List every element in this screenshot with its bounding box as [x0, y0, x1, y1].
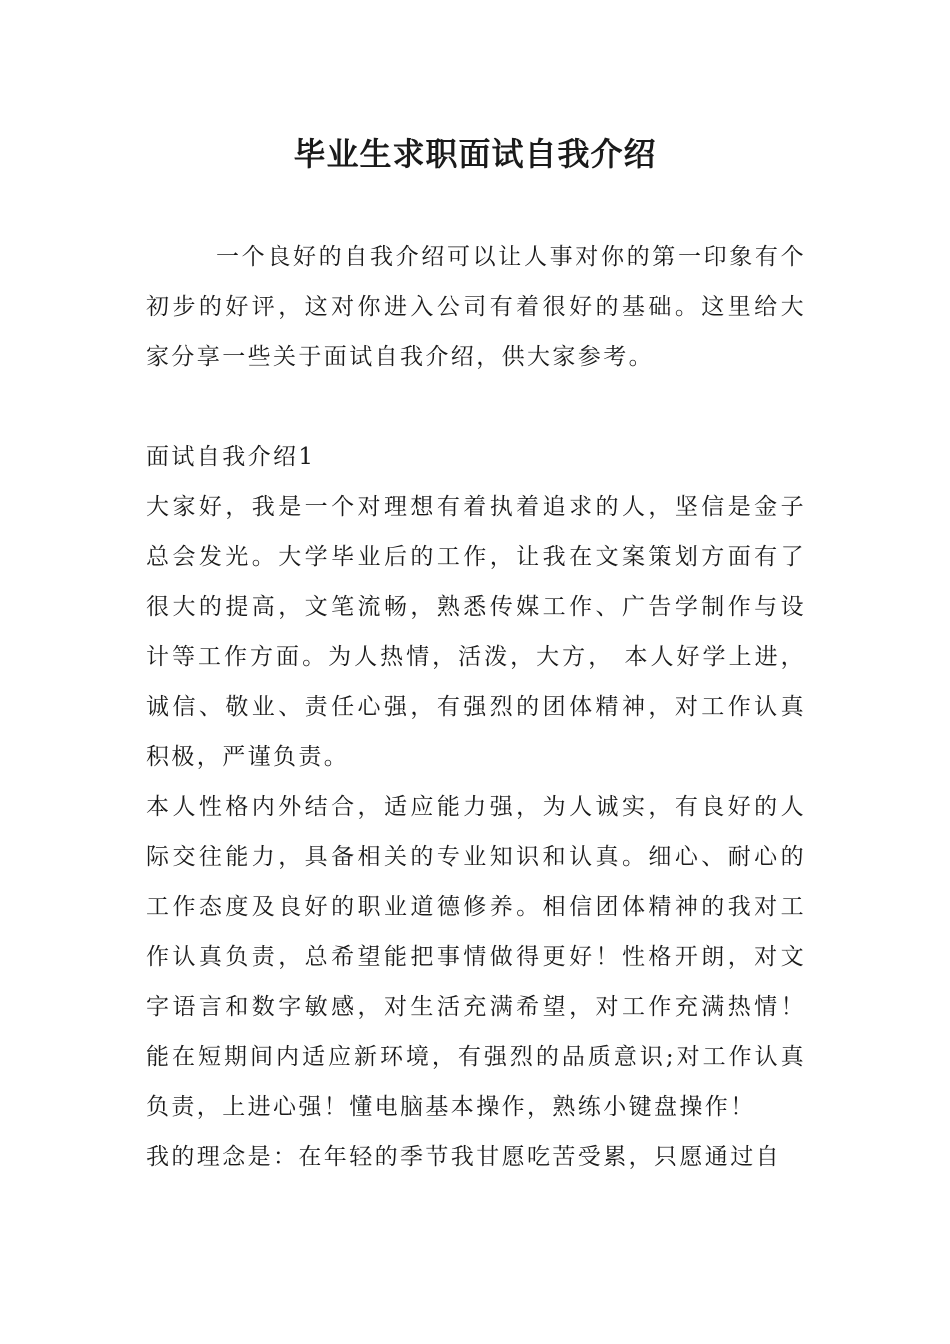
section-paragraph-1: 大家好，我是一个对理想有着执着追求的人，坚信是金子总会发光。大学毕业后的工作，让我在文案策划方面有了很大的提高，文笔流畅，熟悉传媒工作、广告学制作与设计等工作方面。为人热情，活泼，大方， 本人好学上进，诚信、敬业、责任心强，有强烈的团体精神，对工作认真积极，严谨负责。 [146, 494, 806, 770]
section-paragraph-2: 本人性格内外结合，适应能力强，为人诚实，有良好的人际交往能力，具备相关的专业知识和认真。细心、耐心的工作态度及良好的职业道德修养。相信团体精神的我对工作认真负责，总希望能把事情做得更好！性格开朗，对文字语言和数字敏感，对生活充满希望，对工作充满热情！能在短期间内适应新环境，有强烈的品质意识;对工作认真负责，上进心强！懂电脑基本操作，熟练小键盘操作！ [146, 794, 806, 1120]
section-self-intro-1 [146, 432, 806, 1182]
section-paragraph-3: 我的理念是：在年轻的季节我甘愿吃苦受累，只愿通过自 [146, 1144, 781, 1170]
intro-paragraph: 一个良好的自我介绍可以让人事对你的第一印象有个初步的好评，这对你进入公司有着很好的基础。这里给大家分享一些关于面试自我介绍，供大家参考。 [146, 244, 806, 370]
document-title: 毕业生求职面试自我介绍 [293, 135, 657, 173]
section-heading: 面试自我介绍1 [146, 444, 316, 470]
